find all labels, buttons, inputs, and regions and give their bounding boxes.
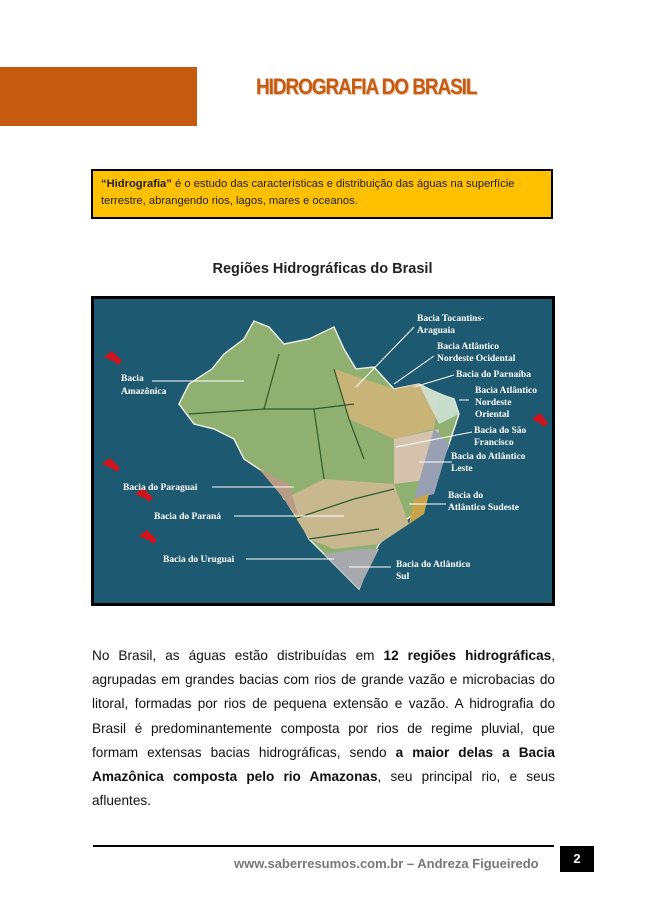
body-text-1: No Brasil, as águas estão distribuídas em (92, 648, 384, 663)
body-bold-1: 12 regiões hidrográficas (383, 648, 552, 663)
label-leste: Bacia do Atlântico Leste (451, 452, 526, 474)
label-paraguai: Bacia do Paraguai (123, 483, 198, 493)
label-sao-francisco: Bacia do São Francisco (474, 426, 527, 448)
label-parana: Bacia do Paraná (154, 512, 222, 522)
body-bold-2: a maior delas a Bacia Amazônica composta pelo rio Amazonas (92, 744, 555, 785)
label-tocantins: Bacia Tocantins-Araguaia (417, 314, 485, 336)
label-sudeste: Bacia do Atlântico Sudeste (448, 491, 519, 513)
definition-box (91, 169, 553, 219)
label-uruguai: Bacia do Uruguai (163, 555, 235, 565)
header-accent-bar (0, 67, 197, 126)
label-nordeste-ocidental: Bacia Atlântico Nordeste Ocidental (437, 342, 516, 364)
footer-credit: www.saberresumos.com.br – Andreza Figueiredo (234, 856, 539, 871)
body-text-2: , agrupadas em grandes bacias com rios de grande vazão e microbacias do litoral, formadas por rios de pequena extensão e vazão. A hidrografia do Brasil é predominantemente composta por rios de regime pluvial, que formam extensas bacias hidrográficas, sendo (92, 648, 555, 760)
map-title: Regiões Hidrográficas do Brasil (212, 261, 433, 277)
footer-divider (93, 845, 554, 847)
label-sul: Bacia do Atlântico Sul (396, 560, 471, 582)
definition-text: é o estudo das características e distribuição das águas na superfície terrestre, abrangendo rios, lagos, mares e oceanos. (101, 178, 515, 207)
body-paragraph (92, 644, 555, 813)
label-amazonica: Bacia Amazônica (121, 374, 167, 397)
page-title: HIDROGRAFIA DO BRASIL (256, 74, 477, 99)
body-text-3: , seu principal rio, e seus afluentes. (92, 769, 555, 809)
definition-term: “Hidrografia” (101, 178, 172, 190)
label-nordeste-oriental: Bacia Atlântico Nordeste Oriental (475, 386, 538, 420)
page-number: 2 (560, 846, 594, 872)
label-parnaiba: Bacia do Parnaíba (456, 370, 531, 380)
brazil-hydrography-map (91, 296, 555, 606)
